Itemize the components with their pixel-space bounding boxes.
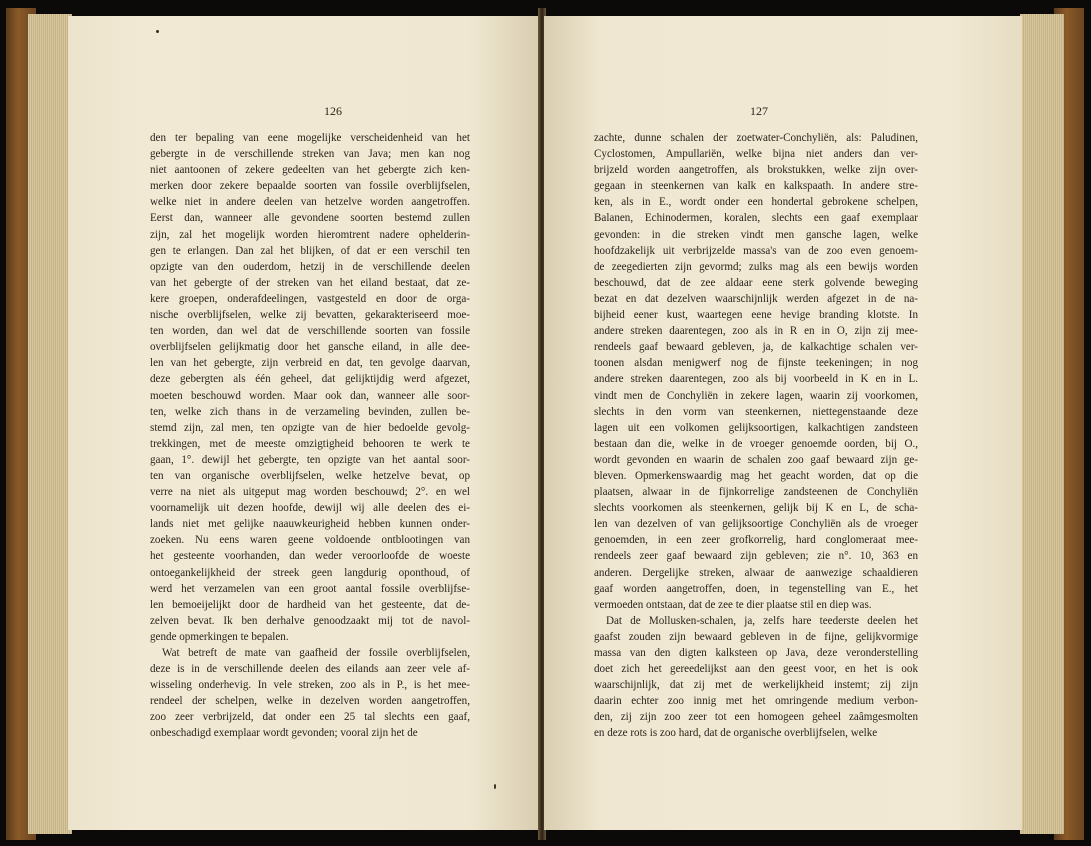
page-number-left: 126	[324, 104, 342, 118]
text-line: nische overblijfselen, welke zij bevatten, gekarakteriseerd moe-	[150, 309, 470, 322]
text-line: niet aantoonen of zekere gedeelten van het gebergte zich ken-	[150, 164, 470, 177]
left-page	[68, 16, 540, 830]
text-line: zijn, zal het mogelijk worden hieromtrent nadere ophelderin-	[150, 228, 470, 241]
text-line: Balanen, Echinodermen, koralen, slechts een gaaf exemplaar	[594, 212, 918, 225]
text-line: ten, welke zich thans in de verzameling bevinden, zullen be-	[150, 405, 470, 418]
text-line: lagen uit een volkomen gelijksoortigen, kalkachtigen zandsteen	[594, 421, 918, 434]
text-line: len van het gebergte, zijn verbreid en dat, ten gevolge daarvan,	[150, 357, 470, 370]
text-line: onbeschadigd exemplaar wordt gevonden; vooral zijn het de	[150, 727, 418, 740]
text-line: ten worden, dan wel dat de verschillende soorten van fossile	[150, 325, 470, 338]
page-number-right: 127	[750, 104, 768, 118]
text-line: rendeel der schelpen, welke in dezelven worden aangetroffen,	[150, 695, 470, 708]
text-line: gaafst zouden zijn bewaard gebleven in de fijne, gelijkvormige	[594, 630, 918, 643]
text-line: rendeels gaaf bewaard gebleven, ja, de kalkachtige schalen ver-	[594, 341, 918, 354]
text-line: trekkingen, met de meeste omzigtigheid behooren te werk te	[150, 437, 470, 450]
text-line: len van dezelven of van gelijksoortige Conchyliën als de vroeger	[594, 518, 918, 531]
text-line: gegaan in steenkernen van kalk en kalkspaath. In andere stre-	[594, 180, 918, 193]
text-line: werd het verzamelen van een groot aantal fossile overblijfse-	[150, 582, 470, 595]
text-line: ontoegankelijkheid der streek geen langdurig oponthoud, of	[150, 566, 470, 579]
text-line: zoeken. Nu eens waren geene voldoende ontblootingen van	[150, 534, 470, 547]
paper-speck	[494, 784, 496, 789]
text-line: andere streken daarentegen, zoo als in R en in O, zijn zij mee-	[594, 325, 918, 338]
text-line: Dat de Mollusken-schalen, ja, zelfs hare teederste deelen het	[606, 614, 918, 627]
text-line: genoemden, in een zeer grofkorrelig, hard conglomeraat mee-	[594, 534, 918, 547]
text-line: ken, als in E., wordt onder een hondertal gebrokene schelpen,	[594, 196, 918, 209]
text-line: en deze rots is zoo hard, dat de organische overblijfselen, welke	[594, 727, 878, 740]
text-line: zachte, dunne schalen der zoetwater-Conchyliën, als: Paludinen,	[594, 132, 918, 144]
text-line: bezat en dat dezelven waarschijnlijk werden afgezet in de na-	[594, 292, 918, 305]
text-line: gaaf worden aangetroffen, doen, in tegenstelling van E., het	[594, 582, 918, 595]
text-line: bestaan dan die, welke in de vroeger genoemde oorden, bij O.,	[594, 437, 918, 450]
text-line: beschouwd, dat de zee aldaar eene sterk golvende beweging	[594, 276, 918, 289]
text-line: plaatsen, alwaar in de fijnkorrelige zandsteenen de Conchyliën	[594, 486, 918, 499]
right-page	[544, 16, 1022, 830]
text-line: ten van organische overblijfselen, welke hetzelve bevat, op	[150, 469, 470, 482]
text-line: overblijfselen gelijkmatig door het gansche eiland, in alle dee-	[150, 341, 470, 354]
text-line: verre na niet als uitgeput mag worden beschouwd; 2°. en wel	[150, 486, 470, 499]
right-page-text	[594, 130, 918, 742]
text-line: gebergte in de verschillende streken van Java; men kan nog	[150, 148, 470, 161]
left-page-text	[150, 130, 470, 742]
paper-speck	[156, 30, 159, 33]
text-line: den, zij zijn zoo zeer tot een homogeen geheel zaâmgesmolten	[594, 711, 918, 724]
book-spread	[6, 8, 1084, 840]
text-line: rendeels zeer gaaf bewaard zijn gebleven; zie n°. 10, 363 en	[594, 550, 918, 563]
text-line: bleven. Opmerkenswaardig mag het geacht worden, dat op die	[594, 469, 918, 482]
text-line: wisseling onderhevig. In vele streken, zoo als in P., is het mee-	[150, 679, 470, 692]
text-line: lands niet met gelijke naauwkeurigheid hebben kunnen onder-	[150, 518, 470, 531]
right-page-stack	[1020, 14, 1064, 834]
text-line: moeten beschouwd worden. Maar ook dan, wanneer alle soor-	[150, 389, 470, 402]
text-line: gevonden: in die streken vindt men gansche lagen, welke	[594, 228, 918, 241]
text-line: andere streken daarentegen, zoo als bij voorbeeld in K en in L.	[594, 373, 918, 386]
text-line: gen te erlangen. Dan zal het blijken, of dat er een verschil ten	[150, 244, 470, 257]
text-line: hoofdzakelijk uit verbrijzelde massa's van de zoo even genoem-	[594, 244, 918, 257]
text-line: opzigte van den ouderdom, hetzij in de verschillende deelen	[150, 260, 470, 273]
text-line: slechts voorkomen als steenkernen, gelijk bij K en L, de scha-	[594, 502, 918, 515]
text-line: den ter bepaling van eene mogelijke verscheidenheid van het	[150, 132, 470, 144]
text-line: Wat betreft de mate van gaafheid der fossile overblijfselen,	[162, 647, 470, 659]
text-line: massa van den digten kalksteen op Java, deze veronderstelling	[594, 647, 918, 659]
text-line: waarschijnlijk, dat zij met de werkelijkheid instemt; zij zijn	[594, 679, 918, 692]
text-line: merken door zekere bepaalde soorten van fossile overblijfselen,	[150, 180, 470, 193]
text-line: deze gebergten als één geheel, dat gelijktijdig werd afgezet,	[150, 373, 470, 386]
text-line: bijheid eener kust, waartegen eene hevige branding klotste. In	[594, 309, 918, 322]
text-line: anderen. Dergelijke streken, alwaar de aanwezige schaaldieren	[594, 566, 918, 579]
text-line: gaan, 1°. dewijl het gebergte, ten opzigte van het aantal soor-	[150, 453, 470, 466]
text-line: daarin echter zoo innig met het omringende medium verbon-	[594, 695, 918, 708]
text-line: deze is in de verschillende deelen des eilands aan zeer vele af-	[150, 663, 470, 676]
text-line: welke niet in andere deelen van hetzelve worden aangetroffen.	[150, 196, 470, 209]
text-line: stemd zijn, zal men, ten opzigte van de hier bedoelde gevolg-	[150, 421, 470, 434]
text-line: doet zich het gereedelijkst aan den geest voor, en het is ook	[594, 663, 918, 676]
text-line: toonen alsdan menigwerf nog de fijnste teekeningen; in nog	[594, 357, 918, 370]
text-line: len bemoeijelijkt door de hardheid van het gesteente, dat de-	[150, 598, 470, 611]
text-line: wordt gevonden en waarin de schalen zoo gaaf bewaard zijn ge-	[594, 453, 918, 466]
text-line: slechts in den vorm van steenkernen, niettegenstaande deze	[594, 405, 918, 418]
text-line: brijzeld worden aangetroffen, als brokstukken, welke zijn over-	[594, 164, 918, 177]
text-line: vindt men de Conchyliën in zekere lagen, waarin zij voorkomen,	[594, 389, 918, 402]
text-line: Eerst dan, wanneer alle gevondene soorten bestemd zullen	[150, 212, 470, 225]
text-line: Cyclostomen, Ampullariën, welke bijna niet anders dan ver-	[594, 148, 918, 161]
text-line: zoo zeer verbrijzeld, dat onder een 25 tal slechts een gaaf,	[150, 711, 470, 724]
text-line: van het gebergte of der streken van het eiland bestaat, dat ze-	[150, 276, 470, 289]
left-page-stack	[28, 14, 72, 834]
text-line: de zeegedierten zijn gevormd; zulks mag als een bewijs worden	[594, 260, 918, 273]
text-line: het gesteente voorhanden, dan weder veroorloofde de woeste	[150, 550, 470, 563]
text-line: zelven bevat. Ik ben derhalve genoodzaakt mij tot de navol-	[150, 614, 470, 627]
text-line: gende opmerkingen te bepalen.	[150, 630, 289, 643]
text-line: vermoeden ontstaan, dat de zee te dier plaatse stil en diep was.	[594, 598, 872, 611]
text-line: voornamelijk uit dezen hoofde, dewijl wij alle deelen des ei-	[150, 502, 470, 515]
text-line: kere groepen, onderafdeelingen, vastgesteld en door de orga-	[150, 292, 470, 305]
